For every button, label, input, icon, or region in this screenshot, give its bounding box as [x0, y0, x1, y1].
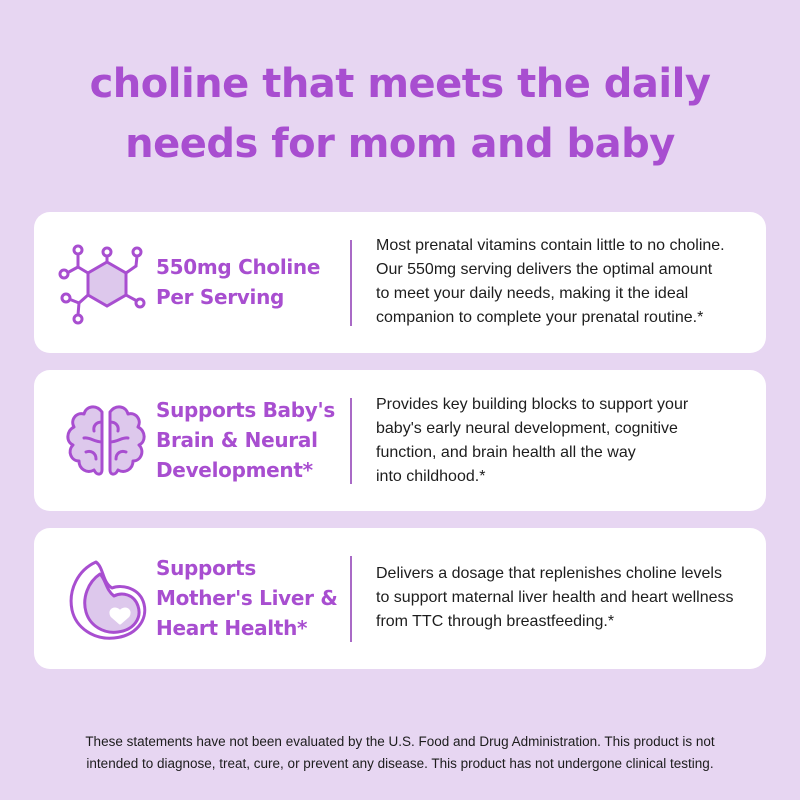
description-line: Our 550mg serving delivers the optimal amount — [376, 261, 713, 278]
disclaimer-line: These statements have not been evaluated by the U.S. Food and Drug Administration. This product is not — [85, 734, 715, 749]
divider — [350, 556, 352, 642]
card-title — [156, 553, 341, 643]
benefit-card-choline — [34, 212, 766, 353]
molecule-icon — [56, 232, 156, 332]
description-line: into childhood.* — [376, 468, 486, 485]
description-line: from TTC through breastfeeding.* — [376, 613, 615, 630]
pregnant-belly-heart-icon — [56, 548, 156, 648]
card-title-line: Development* — [156, 458, 313, 482]
description-line: Provides key building blocks to support your — [376, 396, 689, 413]
card-title-line: Heart Health* — [156, 616, 308, 640]
headline-line-1: choline that meets the daily — [89, 61, 711, 107]
card-description — [376, 393, 756, 489]
fda-disclaimer — [0, 731, 800, 775]
description-line: to support maternal liver health and heart wellness — [376, 589, 734, 606]
description-line: Delivers a dosage that replenishes choline levels — [376, 565, 722, 582]
brain-icon — [56, 390, 156, 490]
benefit-card-mother — [34, 528, 766, 669]
card-title-line: Supports Baby's — [156, 398, 335, 422]
card-description — [376, 234, 756, 330]
card-title — [156, 252, 341, 312]
card-description — [376, 562, 756, 634]
card-title-line: Mother's Liver & — [156, 586, 338, 610]
card-title-line: Per Serving — [156, 285, 285, 309]
headline-line-2: needs for mom and baby — [125, 121, 675, 167]
card-title-line: Brain & Neural — [156, 428, 318, 452]
card-title-line: Supports — [156, 556, 256, 580]
description-line: companion to complete your prenatal routine.* — [376, 309, 704, 326]
description-line: baby's early neural development, cognitive — [376, 420, 678, 437]
disclaimer-line: intended to diagnose, treat, cure, or prevent any disease. This product has not undergone clinical testing. — [86, 756, 714, 771]
headline — [0, 54, 800, 174]
benefit-card-brain — [34, 370, 766, 511]
divider — [350, 240, 352, 326]
card-title — [156, 395, 341, 485]
description-line: Most prenatal vitamins contain little to no choline. — [376, 237, 725, 254]
description-line: function, and brain health all the way — [376, 444, 636, 461]
card-title-line: 550mg Choline — [156, 255, 321, 279]
divider — [350, 398, 352, 484]
description-line: to meet your daily needs, making it the ideal — [376, 285, 689, 302]
